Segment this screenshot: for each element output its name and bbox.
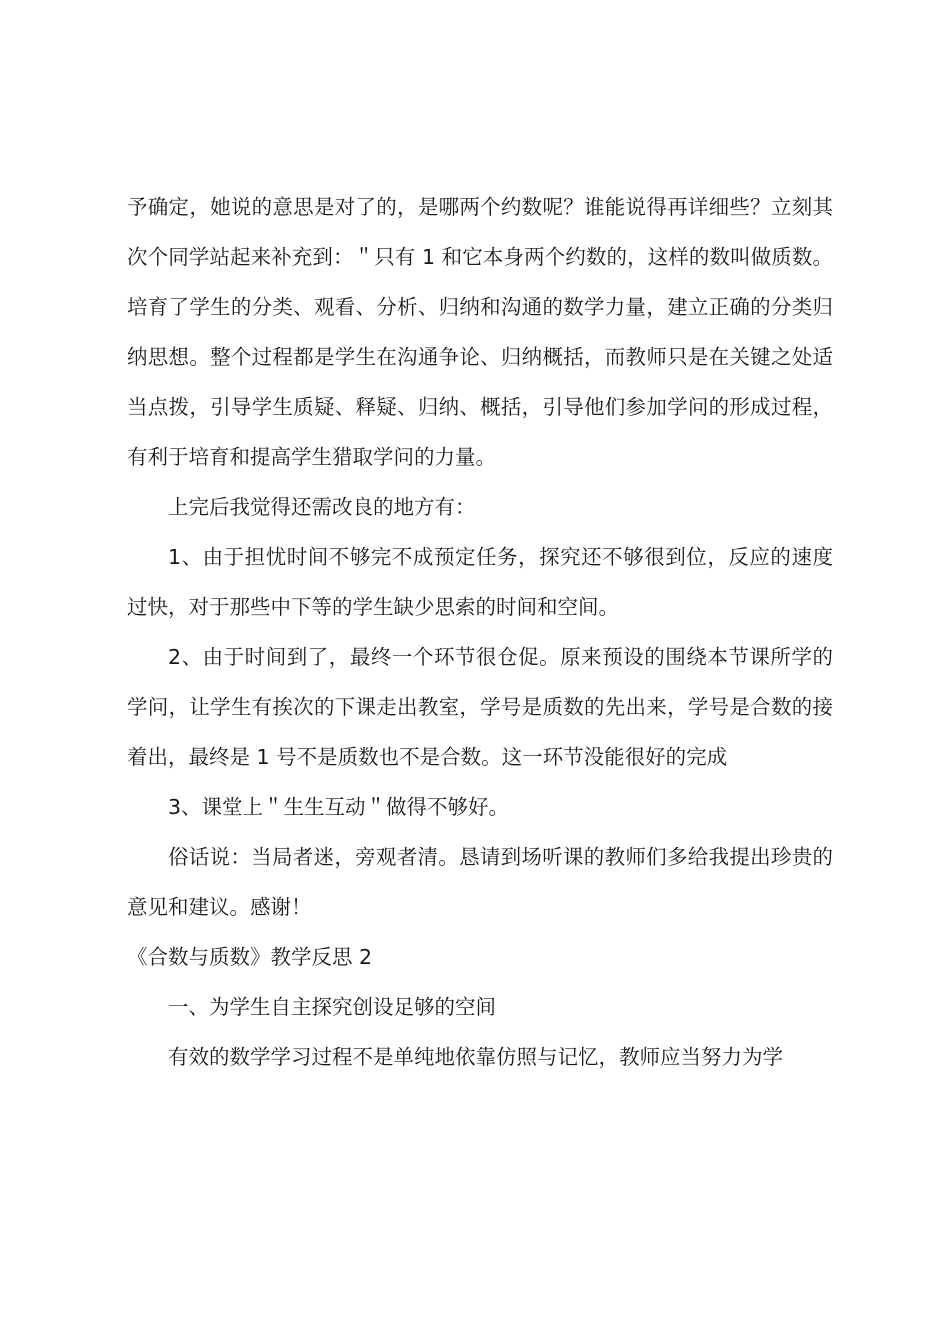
section-title: 《合数与质数》教学反思 2 [127,945,373,969]
document-body [127,182,833,1082]
paragraph-closing: 俗话说：当局者迷，旁观者清。恳请到场听课的教师们多给我提出珍贵的意见和建议。感谢！ [127,845,833,919]
paragraph-improvements-intro: 上完后我觉得还需改良的地方有： [168,495,476,519]
paragraph-final: 有效的数学学习过程不是单纯地依靠仿照与记忆，教师应当努力为学 [168,1045,783,1069]
paragraph-item-3: 3、课堂上＂生生互动＂做得不够好。 [168,795,510,819]
paragraph-continuation: 予确定，她说的意思是对了的，是哪两个约数呢？谁能说得再详细些？立刻其次个同学站起来补充到：＂只有 1 和它本身两个约数的，这样的数叫做质数。培育了学生的分类、观看、分析、归纳和沟通的数学力量，建立正确的分类归纳思想。整个过程都是学生在沟通争论、归纳概括，而教师只是在关键之处适当点拨，引导学生质疑、释疑、归纳、概括，引导他们参加学问的形成过程，有利于培育和提高学生猎取学问的力量。 [127,195,833,469]
paragraph-item-2: 2、由于时间到了，最终一个环节很仓促。原来预设的围绕本节课所学的学问，让学生有挨次的下课走出教室，学号是质数的先出来，学号是合数的接着出，最终是 1 号不是质数也不是合数。这一环节没能很好的完成 [127,645,833,769]
paragraph-item-1: 1、由于担忧时间不够完不成预定任务，探究还不够很到位，反应的速度过快，对于那些中下等的学生缺少思索的时间和空间。 [127,545,833,619]
subsection-heading: 一、为学生自主探究创设足够的空间 [168,995,496,1019]
